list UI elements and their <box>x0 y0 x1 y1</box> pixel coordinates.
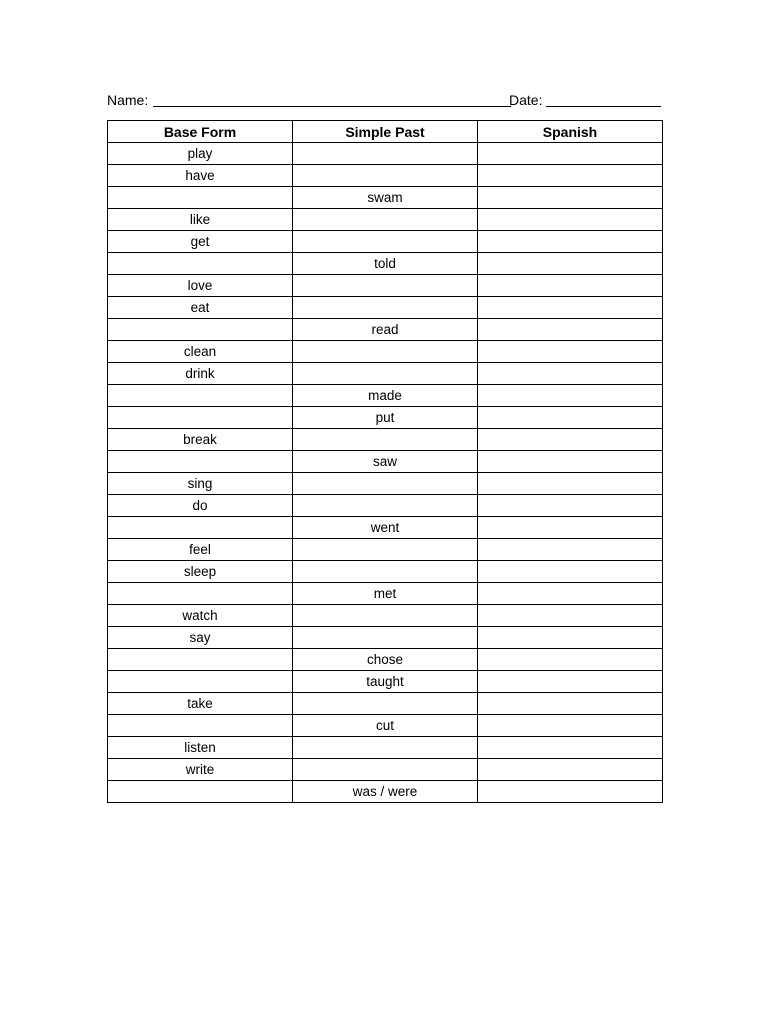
simple-past-cell: cut <box>293 715 478 737</box>
simple-past-cell: met <box>293 583 478 605</box>
table-row <box>108 781 663 803</box>
spanish-cell <box>478 319 663 341</box>
simple-past-cell <box>293 341 478 363</box>
table-row <box>108 165 663 187</box>
base-form-cell: do <box>108 495 293 517</box>
verb-table <box>107 120 663 803</box>
base-form-cell: sing <box>108 473 293 495</box>
spanish-cell <box>478 385 663 407</box>
base-form-cell: say <box>108 627 293 649</box>
simple-past-cell <box>293 165 478 187</box>
spanish-cell <box>478 737 663 759</box>
base-form-cell: sleep <box>108 561 293 583</box>
spanish-cell <box>478 583 663 605</box>
base-form-cell <box>108 649 293 671</box>
simple-past-cell <box>293 143 478 165</box>
spanish-cell <box>478 605 663 627</box>
table-body <box>108 143 663 803</box>
simple-past-cell: saw <box>293 451 478 473</box>
simple-past-cell <box>293 231 478 253</box>
table-row <box>108 363 663 385</box>
spanish-cell <box>478 517 663 539</box>
spanish-cell <box>478 275 663 297</box>
table-row <box>108 539 663 561</box>
base-form-cell <box>108 407 293 429</box>
table-header-row <box>108 121 663 143</box>
spanish-cell <box>478 473 663 495</box>
base-form-cell: break <box>108 429 293 451</box>
worksheet-header <box>107 90 662 110</box>
table-row <box>108 209 663 231</box>
simple-past-cell <box>293 297 478 319</box>
simple-past-cell: swam <box>293 187 478 209</box>
column-header-base-form: Base Form <box>108 121 293 143</box>
spanish-cell <box>478 429 663 451</box>
simple-past-cell <box>293 759 478 781</box>
base-form-cell: have <box>108 165 293 187</box>
table-row <box>108 451 663 473</box>
table-row <box>108 495 663 517</box>
base-form-cell: listen <box>108 737 293 759</box>
simple-past-cell <box>293 209 478 231</box>
spanish-cell <box>478 253 663 275</box>
base-form-cell: play <box>108 143 293 165</box>
spanish-cell <box>478 649 663 671</box>
spanish-cell <box>478 693 663 715</box>
simple-past-cell: was / were <box>293 781 478 803</box>
spanish-cell <box>478 781 663 803</box>
spanish-cell <box>478 561 663 583</box>
table-row <box>108 319 663 341</box>
table-row <box>108 649 663 671</box>
simple-past-cell <box>293 561 478 583</box>
table-row <box>108 759 663 781</box>
simple-past-cell <box>293 429 478 451</box>
spanish-cell <box>478 143 663 165</box>
base-form-cell: get <box>108 231 293 253</box>
table-row <box>108 407 663 429</box>
spanish-cell <box>478 165 663 187</box>
base-form-cell <box>108 715 293 737</box>
base-form-cell: feel <box>108 539 293 561</box>
simple-past-cell: read <box>293 319 478 341</box>
table-row <box>108 627 663 649</box>
base-form-cell: drink <box>108 363 293 385</box>
table-row <box>108 275 663 297</box>
base-form-cell: eat <box>108 297 293 319</box>
spanish-cell <box>478 231 663 253</box>
table-row <box>108 517 663 539</box>
table-row <box>108 715 663 737</box>
spanish-cell <box>478 209 663 231</box>
table-row <box>108 385 663 407</box>
simple-past-cell: told <box>293 253 478 275</box>
simple-past-cell: taught <box>293 671 478 693</box>
simple-past-cell <box>293 627 478 649</box>
simple-past-cell <box>293 473 478 495</box>
spanish-cell <box>478 297 663 319</box>
base-form-cell <box>108 187 293 209</box>
base-form-cell: take <box>108 693 293 715</box>
simple-past-cell <box>293 605 478 627</box>
simple-past-cell <box>293 737 478 759</box>
spanish-cell <box>478 627 663 649</box>
base-form-cell: watch <box>108 605 293 627</box>
table-row <box>108 143 663 165</box>
table-row <box>108 341 663 363</box>
base-form-cell <box>108 385 293 407</box>
simple-past-cell <box>293 275 478 297</box>
spanish-cell <box>478 187 663 209</box>
spanish-cell <box>478 495 663 517</box>
name-blank-line <box>153 106 511 107</box>
simple-past-cell: chose <box>293 649 478 671</box>
table-row <box>108 187 663 209</box>
table-row <box>108 231 663 253</box>
base-form-cell <box>108 517 293 539</box>
simple-past-cell <box>293 693 478 715</box>
spanish-cell <box>478 539 663 561</box>
spanish-cell <box>478 341 663 363</box>
table-row <box>108 605 663 627</box>
base-form-cell: clean <box>108 341 293 363</box>
spanish-cell <box>478 759 663 781</box>
simple-past-cell: went <box>293 517 478 539</box>
simple-past-cell <box>293 495 478 517</box>
spanish-cell <box>478 671 663 693</box>
simple-past-cell: put <box>293 407 478 429</box>
base-form-cell <box>108 253 293 275</box>
table-row <box>108 473 663 495</box>
base-form-cell: love <box>108 275 293 297</box>
simple-past-cell <box>293 539 478 561</box>
column-header-spanish: Spanish <box>478 121 663 143</box>
base-form-cell <box>108 319 293 341</box>
name-label: Name: <box>107 92 149 108</box>
table-row <box>108 297 663 319</box>
table-row <box>108 253 663 275</box>
table-row <box>108 737 663 759</box>
base-form-cell <box>108 451 293 473</box>
spanish-cell <box>478 451 663 473</box>
base-form-cell <box>108 583 293 605</box>
spanish-cell <box>478 715 663 737</box>
base-form-cell: like <box>108 209 293 231</box>
base-form-cell <box>108 781 293 803</box>
table-row <box>108 583 663 605</box>
table-row <box>108 693 663 715</box>
spanish-cell <box>478 363 663 385</box>
table-row <box>108 561 663 583</box>
table-row <box>108 429 663 451</box>
base-form-cell: write <box>108 759 293 781</box>
table-row <box>108 671 663 693</box>
date-label: Date: <box>509 92 543 108</box>
simple-past-cell: made <box>293 385 478 407</box>
date-blank-line <box>546 106 661 107</box>
base-form-cell <box>108 671 293 693</box>
spanish-cell <box>478 407 663 429</box>
column-header-simple-past: Simple Past <box>293 121 478 143</box>
simple-past-cell <box>293 363 478 385</box>
